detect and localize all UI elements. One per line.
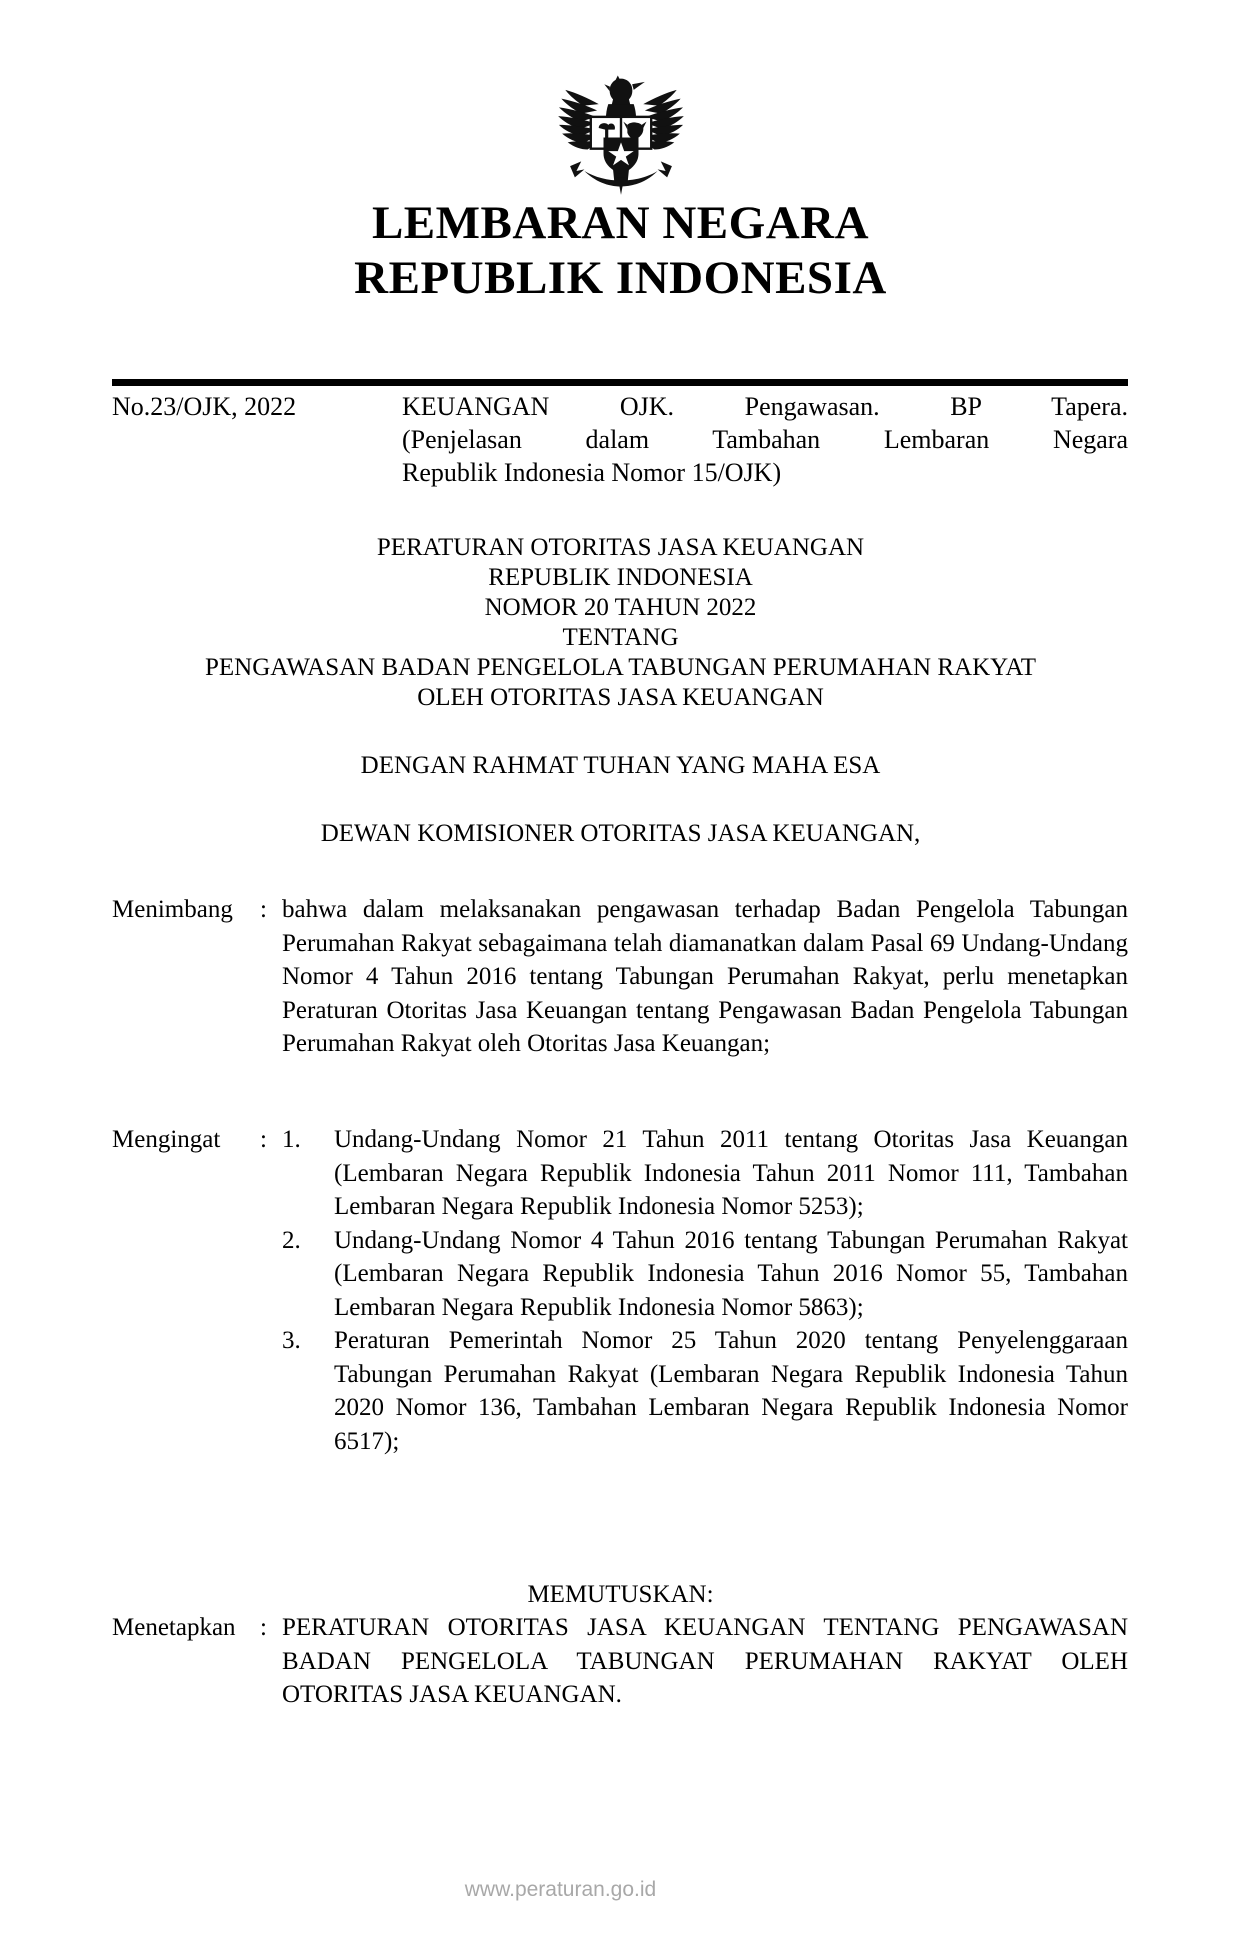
list-item-text: Undang-Undang Nomor 4 Tahun 2016 tentang Tabungan Perumahan Rakyat (Lembaran Negara Republik Indonesia Tahun 2016 Nomor 55, Tambahan Lembaran Negara Republik Indonesia Nomor 5863); [334,1226,1128,1321]
title-line-3: NOMOR 20 TAHUN 2022 [484,594,757,621]
list-item [282,1224,1128,1325]
regulation-title-block [0,533,1241,849]
subject-keywords [402,390,1128,489]
considering-clause [112,893,1128,1061]
considering-text: bahwa dalam melaksanakan pengawasan terhadap Badan Pengelola Tabungan Perumahan Rakyat sebagaimana telah diamanatkan dalam Pasal 69 Undang-Undang Nomor 4 Tahun 2016 tentang Tabungan Perumahan Rakyat, perlu menetapkan Peraturan Otoritas Jasa Keuangan tentang Pengawasan Badan Pengelola Tabungan Perumahan Rakyat oleh Otoritas Jasa Keuangan; [282,896,1128,1057]
subject-line-1: KEUANGAN OJK. Pengawasan. BP Tapera. [402,392,1128,421]
subject-line-3: Republik Indonesia Nomor 15/OJK) [402,458,782,487]
source-watermark: www.peraturan.go.id [464,1878,657,1901]
stipulating-colon: : [260,1614,267,1641]
list-item-text: Undang-Undang Nomor 21 Tahun 2011 tentang Otoritas Jasa Keuangan (Lembaran Negara Republik Indonesia Tahun 2011 Nomor 111, Tambahan Lembaran Negara Republik Indonesia Nomor 5253); [334,1126,1128,1220]
masthead-line-2: REPUBLIK INDONESIA [354,252,887,304]
list-item [282,1324,1128,1458]
title-line-2: REPUBLIK INDONESIA [488,564,753,591]
deciding-heading: MEMUTUSKAN: [527,1581,714,1608]
list-item-marker: 3. [282,1327,301,1354]
gazette-number: No.23/OJK, 2022 [112,392,297,421]
recalling-label: Mengingat [112,1126,221,1153]
title-spacer-1 [0,713,1241,751]
divine-invocation: DENGAN RAHMAT TUHAN YANG MAHA ESA [360,752,881,779]
considering-colon: : [260,896,267,923]
title-line-1: PERATURAN OTORITAS JASA KEUANGAN [376,534,865,561]
stipulating-text: PERATURAN OTORITAS JASA KEUANGAN TENTANG PENGAWASAN BADAN PENGELOLA TABUNGAN PERUMAHAN RAKYAT OLEH OTORITAS JASA KEUANGAN. [282,1614,1128,1708]
document-meta [112,390,1128,489]
stipulating-clause [112,1611,1128,1712]
garuda-pancasila-icon [541,58,701,198]
list-item-marker: 1. [282,1126,301,1153]
list-item [282,1123,1128,1224]
title-spacer-2 [0,781,1241,819]
title-line-6: OLEH OTORITAS JASA KEUANGAN [417,684,824,711]
emblem-container [0,58,1241,198]
list-item-marker: 2. [282,1226,301,1254]
considering-label: Menimbang [112,896,233,923]
recalling-clause [112,1123,1128,1458]
issuing-authority: DEWAN KOMISIONER OTORITAS JASA KEUANGAN, [320,820,921,847]
masthead-line-1: LEMBARAN NEGARA [371,197,870,249]
header-divider-rule [112,379,1128,386]
list-item-text: Peraturan Pemerintah Nomor 25 Tahun 2020 tentang Penyelenggaraan Tabungan Perumahan Rakyat (Lembaran Negara Republik Indonesia Tahun 2020 Nomor 136, Tambahan Lembaran Negara Republik Indonesia Nomor 6517); [334,1327,1128,1455]
recalling-colon: : [260,1126,267,1153]
recalling-list [282,1123,1128,1458]
subject-line-2: (Penjelasan dalam Tambahan Lembaran Negara [402,425,1128,454]
title-line-4: TENTANG [562,624,679,651]
title-line-5: PENGAWASAN BADAN PENGELOLA TABUNGAN PERUMAHAN RAKYAT [205,654,1036,681]
stipulating-label: Menetapkan [112,1614,236,1641]
masthead [0,196,1241,306]
